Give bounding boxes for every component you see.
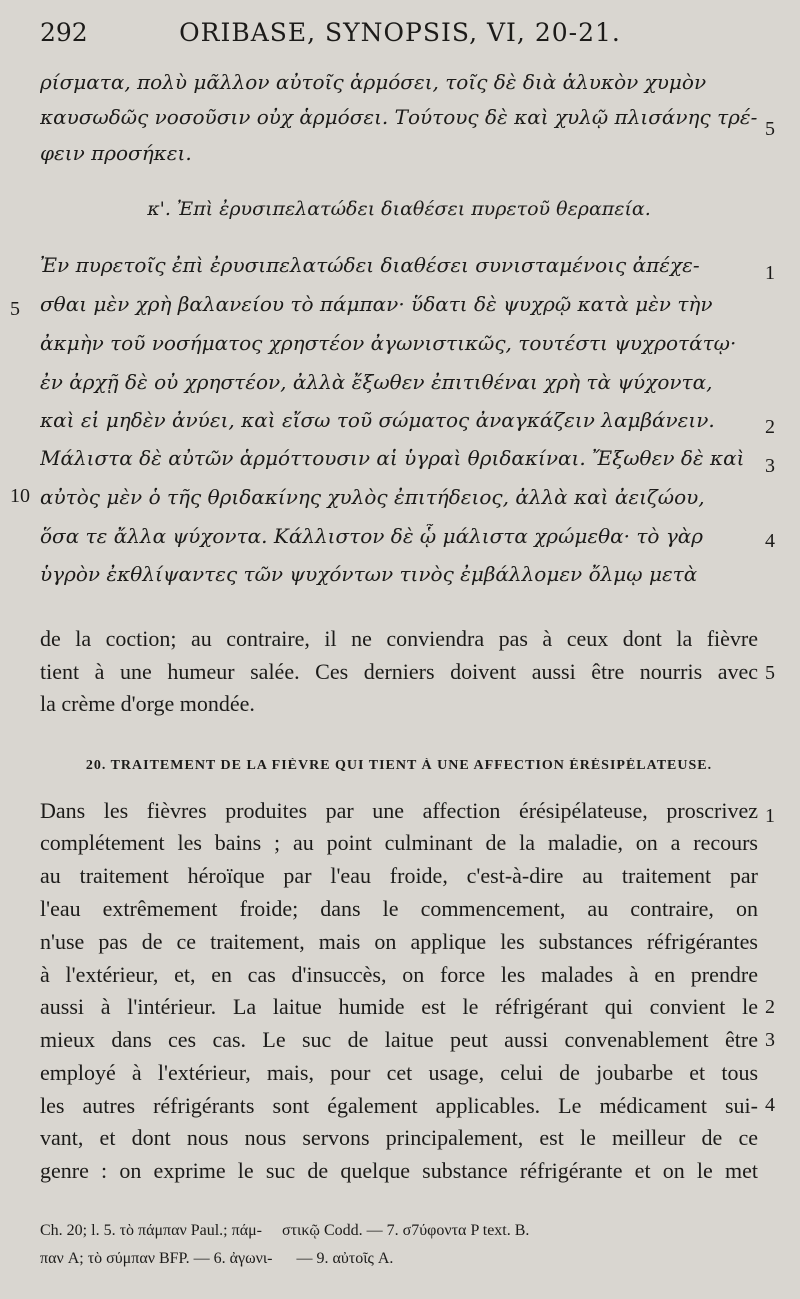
french-line: complétement les bains ; au point culminant de la maladie, on a recours — [40, 830, 758, 855]
french-section-title: 20. TRAITEMENT DE LA FIÈVRE QUI TIENT À UNE AFFECTION ÉRÉSIPÉLATEUSE. — [85, 758, 713, 773]
page-number: 292 — [40, 18, 88, 47]
greek-line: ἀκμὴν τοῦ νοσήματος χρηστέον ἀγωνιστικῶς, τουτέστι ψυχροτάτῳ· — [40, 331, 737, 355]
footnote-line: Ch. 20; l. 5. τὸ πάμπαν Paul.; πάμ- στικῷ Codd. — 7. σ7ύφοντα P text. B. — [40, 1222, 530, 1239]
greek-line: ρίσματα, πολὺ μᾶλλον αὐτοῖς ἁρμόσει, τοῖς δὲ διὰ ἁλυκὸν χυμὸν — [40, 70, 707, 94]
french-line: l'eau extrêmement froide; dans le commencement, au contraire, on — [40, 896, 758, 921]
greek-line: φειν προσήκει. — [40, 141, 192, 165]
french-line: n'use pas de ce traitement, mais on applique les substances réfrigérantes — [40, 929, 758, 954]
french-line: vant, et dont nous nous servons principalement, est le meilleur de ce — [40, 1125, 758, 1150]
french-line: genre : on exprime le suc de quelque substance réfrigérante et on le met — [40, 1158, 758, 1183]
margin-line-number: 1 — [765, 262, 775, 284]
margin-line-number: 2 — [765, 416, 775, 438]
margin-line-number: 1 — [765, 805, 775, 827]
footnote-line: παν A; τὸ σύμπαν BFP. — 6. ἀγωνι- — 9. αὐτοῖς A. — [40, 1250, 394, 1267]
margin-line-number: 5 — [765, 662, 775, 684]
greek-line: αὐτὸς μὲν ὁ τῆς θριδακίνης χυλὸς ἐπιτήδειος, ἀλλὰ καὶ ἀειζώου, — [40, 485, 705, 509]
french-line: mieux dans ces cas. Le suc de laitue peut aussi convenablement être — [40, 1027, 758, 1052]
margin-line-number: 3 — [765, 455, 775, 477]
greek-line: Ἐν πυρετοῖς ἐπὶ ἐρυσιπελατώδει διαθέσει συνισταμένοις ἀπέχε- — [40, 253, 700, 277]
greek-line: καὶ εἰ μηδὲν ἀνύει, καὶ εἴσω τοῦ σώματος ἀναγκάζειν λαμβάνειν. — [40, 408, 715, 432]
margin-line-number: 10 — [10, 485, 30, 507]
french-line: aussi à l'intérieur. La laitue humide est le réfrigérant qui convient le — [40, 994, 758, 1019]
margin-line-number: 2 — [765, 996, 775, 1018]
running-title: ORIBASE, SYNOPSIS, VI, 20-21. — [179, 18, 621, 47]
margin-line-number: 3 — [765, 1029, 775, 1051]
french-line: les autres réfrigérants sont également applicables. Le médicament sui- — [40, 1093, 758, 1118]
margin-line-number: 4 — [765, 530, 775, 552]
greek-line: ὅσα τε ἄλλα ψύχοντα. Κάλλιστον δὲ ᾧ μάλιστα χρώμεθα· τὸ γὰρ — [40, 524, 704, 548]
greek-section-title: κ'. Ἐπὶ ἐρυσιπελατώδει διαθέσει πυρετοῦ θεραπεία. — [147, 198, 651, 220]
greek-line: σθαι μὲν χρὴ βαλανείου τὸ πάμπαν· ὕδατι δὲ ψυχρῷ κατὰ μὲν τὴν — [40, 292, 713, 316]
french-line: de la coction; au contraire, il ne conviendra pas à ceux dont la fièvre — [40, 626, 758, 651]
margin-line-number: 5 — [10, 298, 20, 320]
margin-line-number: 4 — [765, 1094, 775, 1116]
french-line: Dans les fièvres produites par une affection érésipélateuse, proscrivez — [40, 798, 758, 823]
page-header — [40, 18, 760, 54]
french-line: la crème d'orge mondée. — [40, 691, 255, 716]
greek-line: ὑγρὸν ἐκθλίψαντες τῶν ψυχόντων τινὸς ἐμβάλλομεν ὄλμῳ μετὰ — [40, 562, 698, 586]
french-line: au traitement héroïque par l'eau froide, c'est-à-dire au traitement par — [40, 863, 758, 888]
margin-line-number: 5 — [765, 118, 775, 140]
french-line: tient à une humeur salée. Ces derniers doivent aussi être nourris avec — [40, 659, 758, 684]
french-line: à l'extérieur, et, en cas d'insuccès, on force les malades à en prendre — [40, 962, 758, 987]
greek-line: καυσωδῶς νοσοῦσιν οὐχ ἁρμόσει. Τούτους δὲ καὶ χυλῷ πλισάνης τρέ- — [40, 105, 758, 129]
greek-line: ἐν ἀρχῇ δὲ οὐ χρηστέον, ἀλλὰ ἔξωθεν ἐπιτιθέναι χρὴ τὰ ψύχοντα, — [40, 370, 713, 394]
french-line: employé à l'extérieur, mais, pour cet usage, celui de joubarbe et tous — [40, 1060, 758, 1085]
greek-line: Μάλιστα δὲ αὐτῶν ἁρμόττουσιν αἱ ὑγραὶ θριδακίναι. Ἔξωθεν δὲ καὶ — [40, 446, 745, 470]
